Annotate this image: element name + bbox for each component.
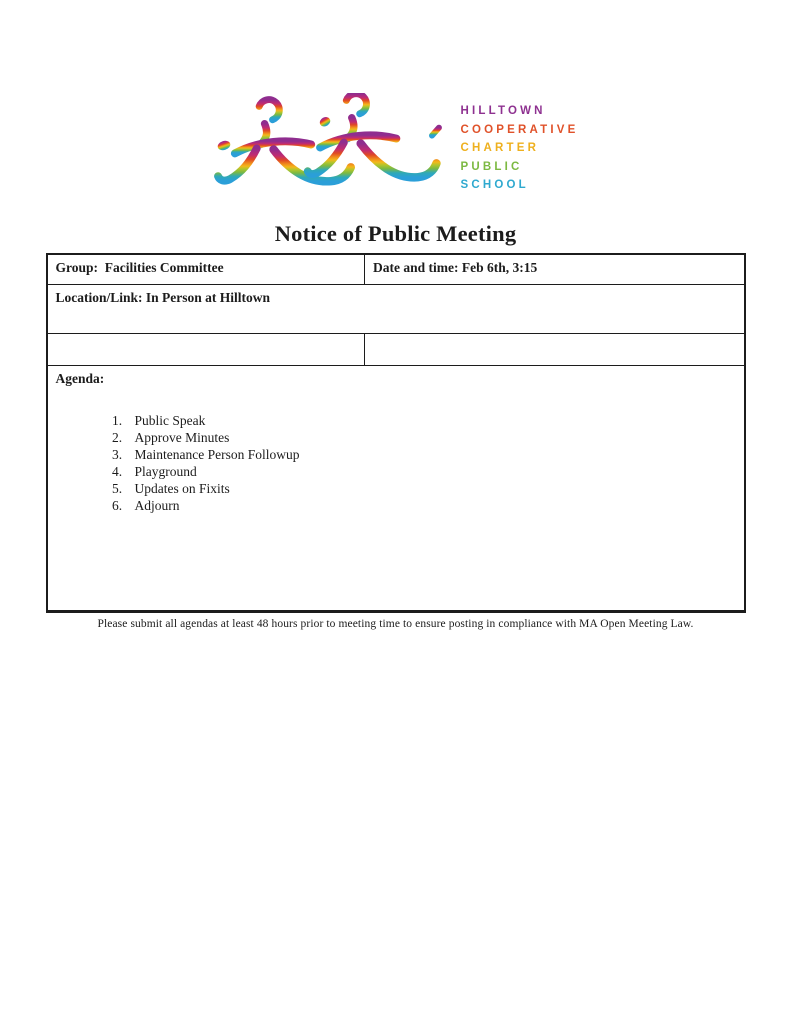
dancing-figures-icon: [212, 93, 444, 197]
submission-instructions: Please submit all agendas at least 48 hours prior to meeting time to ensure posting in compliance with MA Open Meeting Law.: [97, 617, 694, 630]
location-cell: [47, 284, 745, 333]
agenda-cell: [47, 365, 745, 611]
agenda-label: Agenda:: [55, 370, 105, 386]
school-logo: [0, 0, 791, 197]
datetime-label: Date and time: Feb 6th, 3:15: [373, 260, 538, 275]
agenda-list: [56, 412, 736, 514]
blank-cell-left: [47, 333, 365, 365]
table-row-blank: [47, 333, 745, 365]
agenda-item: 2. Approve Minutes: [126, 429, 736, 446]
school-name-line: CHARTER: [460, 142, 540, 154]
agenda-item: 4. Playground: [126, 463, 736, 480]
school-name-line: COOPERATIVE: [460, 123, 579, 136]
school-name-line: HILLTOWN: [460, 105, 546, 117]
table-row-group-datetime: [47, 254, 745, 284]
school-name-line: SCHOOL: [460, 179, 529, 191]
school-name-line: PUBLIC: [460, 160, 523, 173]
group-label: Group: Facilities Committee: [55, 260, 224, 275]
location-label: Location/Link: In Person at Hilltown: [55, 289, 271, 305]
table-row-agenda: [47, 365, 745, 611]
group-cell: [47, 254, 365, 284]
agenda-item: 5. Updates on Fixits: [126, 480, 736, 497]
page-title: Notice of Public Meeting: [274, 221, 517, 246]
meeting-info-table: [46, 253, 746, 613]
agenda-item: 3. Maintenance Person Followup: [126, 446, 736, 463]
school-name: [460, 102, 578, 195]
blank-cell-right: [365, 333, 745, 365]
datetime-cell: [365, 254, 745, 284]
agenda-item: 6. Adjourn: [126, 497, 736, 514]
table-row-location: [47, 284, 745, 333]
agenda-item: 1. Public Speak: [126, 412, 736, 429]
